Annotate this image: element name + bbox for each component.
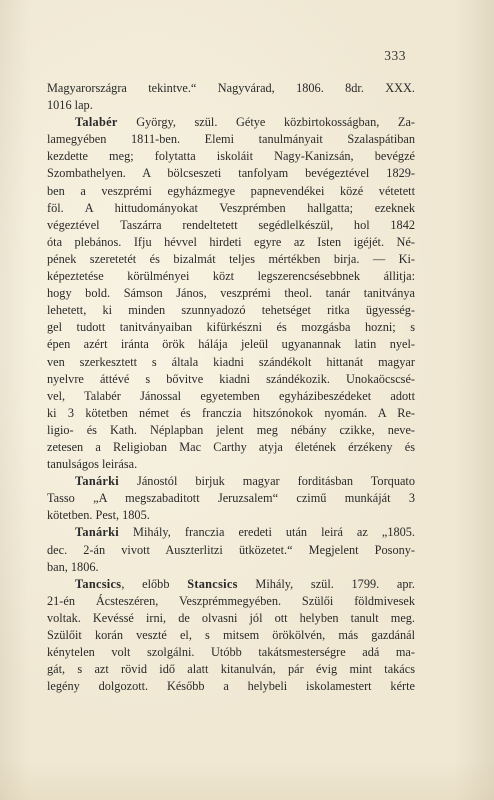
text-line: lamegyében 1811-ben. Elemi tanulmányait Szalaspátiban [47,132,415,147]
text-fragment: Jánostól birjuk magyar forditásban Torquato [119,474,415,489]
text-line: dec. 2-án vivott Auszterlitzi ütközetet.“ Megjelent Posony- [47,542,415,557]
text-line: pének szeretetét és bizalmát teljes mértékben birja. — Ki- [47,251,415,266]
text-line: ben a veszprémi egyházmegye papnevendékei közé vétetett [47,183,415,198]
text-line: Magyarországra tekintve.“ Nagyvárad, 1806. 8dr. XXX. [47,81,415,95]
entry-first-line [47,114,415,131]
text-line: kezdette meg; folytatta iskoláit Nagy-Kanizsán, bevégzé [47,149,415,164]
text-line: gel tudott tanitványaiban kifürkészni és mozgásba hozni; s [47,320,415,335]
text-line: legény dolgozott. Később a helybeli iskolamestert kérte [47,679,415,694]
entry-headword-alt: Stancsics [187,576,238,591]
entry-first-line [47,473,415,490]
text-line: zetesen a Religioban Mac Carthy atyja életének érzékeny és [47,439,415,454]
text-line: Szülőit korán veszté el, s mitsem örökölvén, más gazdánál [47,628,415,642]
text-line: ki 3 kötetben német és franczia hitszónokok nyomán. A Re- [47,405,415,420]
text-line: végeztével Taszárra rendeltetett segédlelkészül, hol 1842 [47,217,415,232]
text-line: 21-én Ácsteszéren, Veszprémmegyében. Szülői földmivesek [47,593,415,608]
text-line: 1016 lap. [47,98,93,113]
text-line: képeztetése körülményei közt legszerencsésebbnek állitja: [47,269,415,284]
entry-headword: Tanárki [75,474,120,489]
text-line: hogy bold. Sámson János, veszprémi theol. tanár tanitványa [47,286,415,301]
text-line: lehetett, ki minden szunnyadozó tehetséget ritka ügyesség- [47,303,415,318]
text-fragment: Mihály, szül. 1799. apr. [237,576,415,591]
text-line: kénytelen volt szolgálni. Utóbb takátsmesterségre adá ma- [47,645,415,660]
page-bottom-shading [0,760,494,800]
text-line: Tasso „A megszabaditott Jeruzsalem“ czimű munkáját 3 [47,491,415,506]
entry-headword: Tanárki [75,525,120,540]
text-line: ven szerkesztett s általa kiadni szándékolt hittanát magyar [47,354,415,369]
text-line: gát, s azt rövid idő alatt kitanulván, pár évig mint takács [47,662,415,677]
entry-headword: Talabér [75,115,118,130]
text-fragment: Mihály, franczia eredeti után leirá az „1805. [119,525,415,540]
text-fragment: , előbb [121,576,188,591]
text-line: voltak. Kevéssé irni, de olvasni jól ott helyben tanult meg. [47,610,415,625]
page-number: 333 [384,48,406,63]
text-line: Szombathelyen. A bölcseszeti tanfolyam bevégeztével 1829- [47,166,415,181]
page-body-text [47,80,415,695]
text-line: tanulságos leirása. [47,457,138,472]
text-line: ban, 1806. [47,559,99,574]
text-line: vel, Talabér Jánossal egyetemben egyházibeszédeket adott [47,388,415,403]
text-line: ligio- és Kath. Néplapban jelent meg nébány czikke, neve- [47,422,415,437]
text-line: óta plebános. Ifju hévvel hirdeti egyre az Isten igéjét. Né- [47,234,415,249]
text-line: föl. A hittudományokat Veszprémben hallgatta; ezeknek [47,200,415,215]
text-fragment: György, szül. Gétye közbirtokosságban, Za- [117,115,415,130]
entry-headword: Tancsics [75,576,122,591]
entry-first-line [47,524,415,541]
text-line: épen azért iránta örök hálája jeleül ugyanannak latin nyel- [47,337,415,352]
text-line: nyelvre áttévé s bővitve kiadni szándékozik. Unokaöcscsé- [47,371,415,386]
text-line: kötetben. Pest, 1805. [47,508,150,523]
entry-first-line [47,576,415,593]
